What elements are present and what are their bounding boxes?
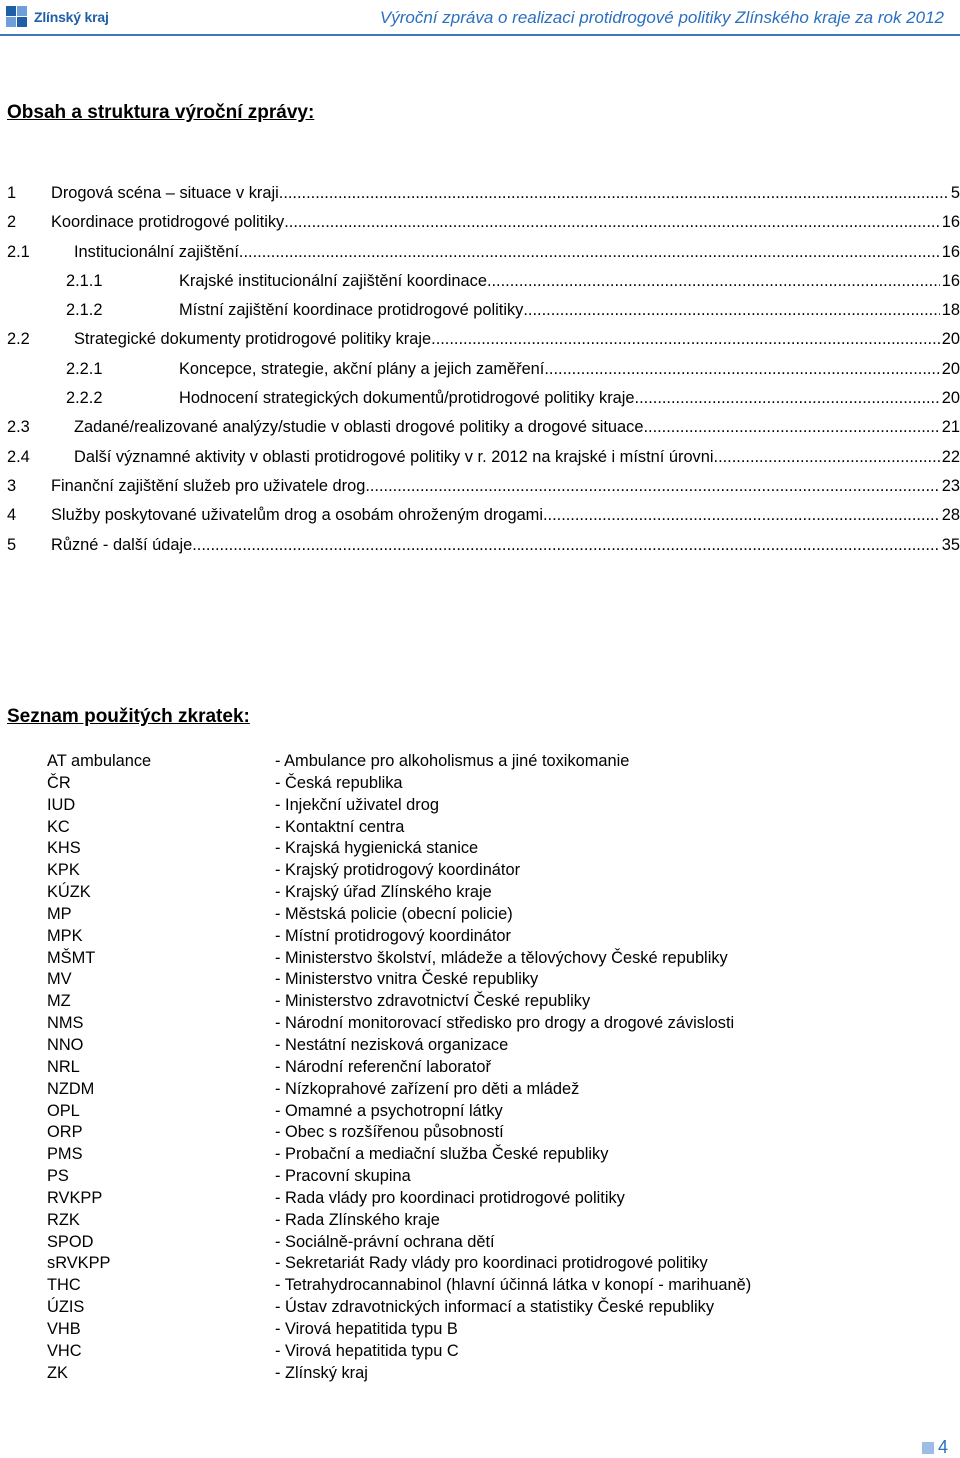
abbreviation-row [47,883,927,905]
abbreviation-code: KPK [47,861,80,880]
abbreviation-code: PS [47,1167,69,1186]
abbreviation-code: VHC [47,1341,82,1360]
toc-entry[interactable] [7,506,960,535]
abbreviation-meaning: - Ústav zdravotnických informací a statistiky České republiky [275,1298,715,1317]
toc-entry-number: 2.2 [7,330,30,349]
abbreviation-code: MPK [47,926,83,945]
abbreviation-meaning: - Sekretariát Rady vlády pro koordinaci protidrogové politiky [275,1254,708,1273]
table-of-contents [7,184,960,565]
toc-entry[interactable] [7,213,960,242]
toc-entry-page: 20 [941,330,960,349]
abbreviation-meaning: - Injekční uživatel drog [275,795,439,814]
abbreviation-code: VHB [47,1319,81,1338]
toc-entry-title: Koordinace protidrogové politiky [51,213,285,232]
abbreviation-row [47,927,927,949]
abbreviation-meaning: - Městská policie (obecní policie) [275,904,513,923]
abbreviation-row [47,1123,927,1145]
abbreviation-meaning: - Ministerstvo zdravotnictví České republiky [275,992,591,1011]
toc-entry[interactable] [7,301,960,330]
abbreviation-meaning: - Ministerstvo vnitra České republiky [275,970,539,989]
abbreviation-meaning: - Nestátní nezisková organizace [275,1035,509,1054]
abbreviation-meaning: - Probační a mediační služba České republiky [275,1145,609,1164]
page-number: 4 [937,1437,948,1457]
toc-leader-dots [523,301,939,320]
abbreviation-row [47,1036,927,1058]
abbreviation-meaning: - Sociálně-právní ochrana dětí [275,1232,495,1251]
abbreviation-row [47,1342,927,1364]
toc-entry-title: Koncepce, strategie, akční plány a jejich zaměření [179,359,545,378]
abbreviation-code: IUD [47,795,76,814]
page-header [0,0,960,36]
abbreviation-meaning: - Nízkoprahové zařízení pro děti a mládež [275,1079,580,1098]
abbreviation-code: MZ [47,992,71,1011]
abbreviation-code: MŠMT [47,948,96,967]
abbreviation-code: KHS [47,839,81,858]
abbreviation-row [47,1233,927,1255]
zlinsky-kraj-logo-icon [6,6,28,28]
toc-entry[interactable] [7,389,960,418]
abbreviation-row [47,1014,927,1036]
toc-entry-number: 5 [7,535,17,554]
abbreviation-code: ÚZIS [47,1298,85,1317]
abbreviation-meaning: - Krajský úřad Zlínského kraje [275,883,492,902]
abbreviation-row [47,992,927,1014]
abbreviation-meaning: - Krajská hygienická stanice [275,839,479,858]
abbreviation-row [47,1211,927,1233]
abbreviation-row [47,1167,927,1189]
toc-entry-number: 3 [7,476,17,495]
abbreviation-meaning: - Virová hepatitida typu B [275,1319,458,1338]
toc-entry-number: 4 [7,506,17,525]
abbreviation-meaning: - Rada vlády pro koordinaci protidrogové politiky [275,1188,625,1207]
header-divider [0,34,960,36]
toc-entry-page: 20 [941,359,960,378]
logo [6,6,109,28]
toc-leader-dots [192,536,940,555]
toc-entry-title: Krajské institucionální zajištění koordinace [179,271,487,290]
toc-leader-dots [239,243,940,262]
toc-leader-dots [544,360,939,379]
toc-entry-number: 2.3 [7,418,30,437]
toc-entry-page: 28 [941,506,960,525]
abbreviation-row [47,818,927,840]
toc-entry-page: 23 [941,476,960,495]
toc-entry-page: 16 [941,213,960,232]
toc-entry-number: 2.1.1 [66,271,103,290]
abbreviation-meaning: - Rada Zlínského kraje [275,1210,440,1229]
abbreviation-row [47,774,927,796]
toc-entry-number: 2.2.2 [66,389,103,408]
toc-entry-page: 35 [941,535,960,554]
toc-entry-title: Služby poskytované uživatelům drog a osobám ohroženým drogami [51,506,543,525]
abbreviation-code: MP [47,904,72,923]
abbreviation-code: KÚZK [47,883,91,902]
toc-leader-dots [365,477,939,496]
abbreviation-row [47,839,927,861]
abbreviation-code: RZK [47,1210,80,1229]
toc-entry[interactable] [7,272,960,301]
abbreviation-meaning: - Krajský protidrogový koordinátor [275,861,521,880]
toc-entry[interactable] [7,243,960,272]
toc-entry[interactable] [7,477,960,506]
abbreviation-code: sRVKPP [47,1254,111,1273]
abbreviation-code: NMS [47,1014,84,1033]
abbreviation-meaning: - Kontaktní centra [275,817,405,836]
abbreviation-meaning: - Národní referenční laboratoř [275,1057,491,1076]
abbreviation-code: ORP [47,1123,83,1142]
abbreviation-code: AT ambulance [47,752,152,770]
toc-entry-title: Drogová scéna – situace v kraji [51,184,279,202]
report-title: Výroční zpráva o realizaci protidrogové politiky Zlínského kraje za rok 2012 [379,8,944,27]
toc-entry-page: 16 [941,242,960,261]
abbreviation-row [47,1102,927,1124]
toc-entry-number: 2.1.2 [66,301,103,320]
toc-leader-dots [284,213,940,232]
abbreviation-meaning: - Tetrahydrocannabinol (hlavní účinná látka v konopí - marihuaně) [275,1276,752,1295]
toc-entry-title: Hodnocení strategických dokumentů/protidrogové politiky kraje [179,389,635,408]
toc-entry[interactable] [7,536,960,565]
abbreviation-row [47,1080,927,1102]
toc-leader-dots [279,184,949,203]
abbreviation-meaning: - Pracovní skupina [275,1167,411,1186]
abbreviation-row [47,1320,927,1342]
abbreviation-list [47,752,927,1385]
toc-leader-dots [431,330,940,349]
toc-entry-number: 2.4 [7,447,30,466]
abbreviation-row [47,796,927,818]
toc-entry-title: Další významné aktivity v oblasti protidrogové politiky v r. 2012 na krajské i místní úrovni [74,447,714,466]
toc-entry-page: 18 [941,301,960,320]
abbreviation-code: MV [47,970,72,989]
abbreviation-code: ZK [47,1363,68,1382]
abbreviation-code: NRL [47,1057,80,1076]
toc-entry-page: 16 [941,271,960,290]
toc-heading: Obsah a struktura výroční zprávy: [7,102,315,123]
abbreviation-row [47,1298,927,1320]
toc-entry-page: 5 [950,184,960,202]
abbreviation-meaning: - Česká republika [275,773,403,792]
abbreviation-code: KC [47,817,70,836]
abbreviation-meaning: - Omamné a psychotropní látky [275,1101,503,1120]
abbreviation-row [47,1145,927,1167]
abbreviation-row [47,905,927,927]
abbreviation-code: PMS [47,1145,83,1164]
toc-entry-number: 1 [7,184,17,202]
toc-entry[interactable] [7,448,960,477]
abbreviations-heading: Seznam použitých zkratek: [7,706,250,727]
toc-entry-number: 2 [7,213,17,232]
abbreviation-meaning: - Národní monitorovací středisko pro drogy a drogové závislosti [275,1014,735,1033]
abbreviation-meaning: - Místní protidrogový koordinátor [275,926,511,945]
toc-entry-title: Místní zajištění koordinace protidrogové politiky [179,301,524,320]
abbreviation-code: NZDM [47,1079,95,1098]
abbreviation-row [47,1364,927,1386]
abbreviation-code: THC [47,1276,81,1295]
toc-leader-dots [543,506,940,525]
abbreviation-row [47,1189,927,1211]
logo-text: Zlínský kraj [34,9,109,25]
page-footer [922,1437,948,1458]
toc-entry-number: 2.2.1 [66,359,103,378]
toc-entry-title: Finanční zajištění služeb pro uživatele drog [51,476,366,495]
toc-entry-title: Institucionální zajištění [74,242,239,261]
toc-entry-page: 22 [941,447,960,466]
toc-entry[interactable] [7,418,960,447]
abbreviation-meaning: - Ministerstvo školství, mládeže a tělovýchovy České republiky [275,948,728,967]
abbreviation-meaning: - Ambulance pro alkoholismus a jiné toxikomanie [275,752,630,770]
footer-square-icon [922,1442,934,1454]
toc-entry-page: 20 [941,389,960,408]
abbreviation-code: SPOD [47,1232,94,1251]
abbreviation-row [47,1254,927,1276]
abbreviation-code: NNO [47,1035,84,1054]
abbreviation-meaning: - Virová hepatitida typu C [275,1341,459,1360]
abbreviation-row [47,949,927,971]
abbreviation-meaning: - Obec s rozšířenou působností [275,1123,504,1142]
abbreviation-row [47,1276,927,1298]
toc-entry-title: Různé - další údaje [51,535,193,554]
toc-entry-page: 21 [941,418,960,437]
abbreviation-row [47,752,927,774]
abbreviation-code: ČR [47,773,71,792]
toc-entry[interactable] [7,360,960,389]
toc-entry-title: Zadané/realizované analýzy/studie v oblasti drogové politiky a drogové situace [74,418,644,437]
toc-leader-dots [643,418,939,437]
toc-entry-title: Strategické dokumenty protidrogové politiky kraje [74,330,432,349]
abbreviation-meaning: - Zlínský kraj [275,1363,368,1382]
abbreviation-code: OPL [47,1101,80,1120]
abbreviation-code: RVKPP [47,1188,103,1207]
toc-entry[interactable] [7,330,960,359]
toc-entry[interactable] [7,184,960,213]
abbreviation-row [47,970,927,992]
toc-entry-number: 2.1 [7,242,30,261]
abbreviation-row [47,1058,927,1080]
abbreviation-row [47,861,927,883]
toc-leader-dots [714,448,940,467]
toc-leader-dots [635,389,940,408]
toc-leader-dots [487,272,940,291]
